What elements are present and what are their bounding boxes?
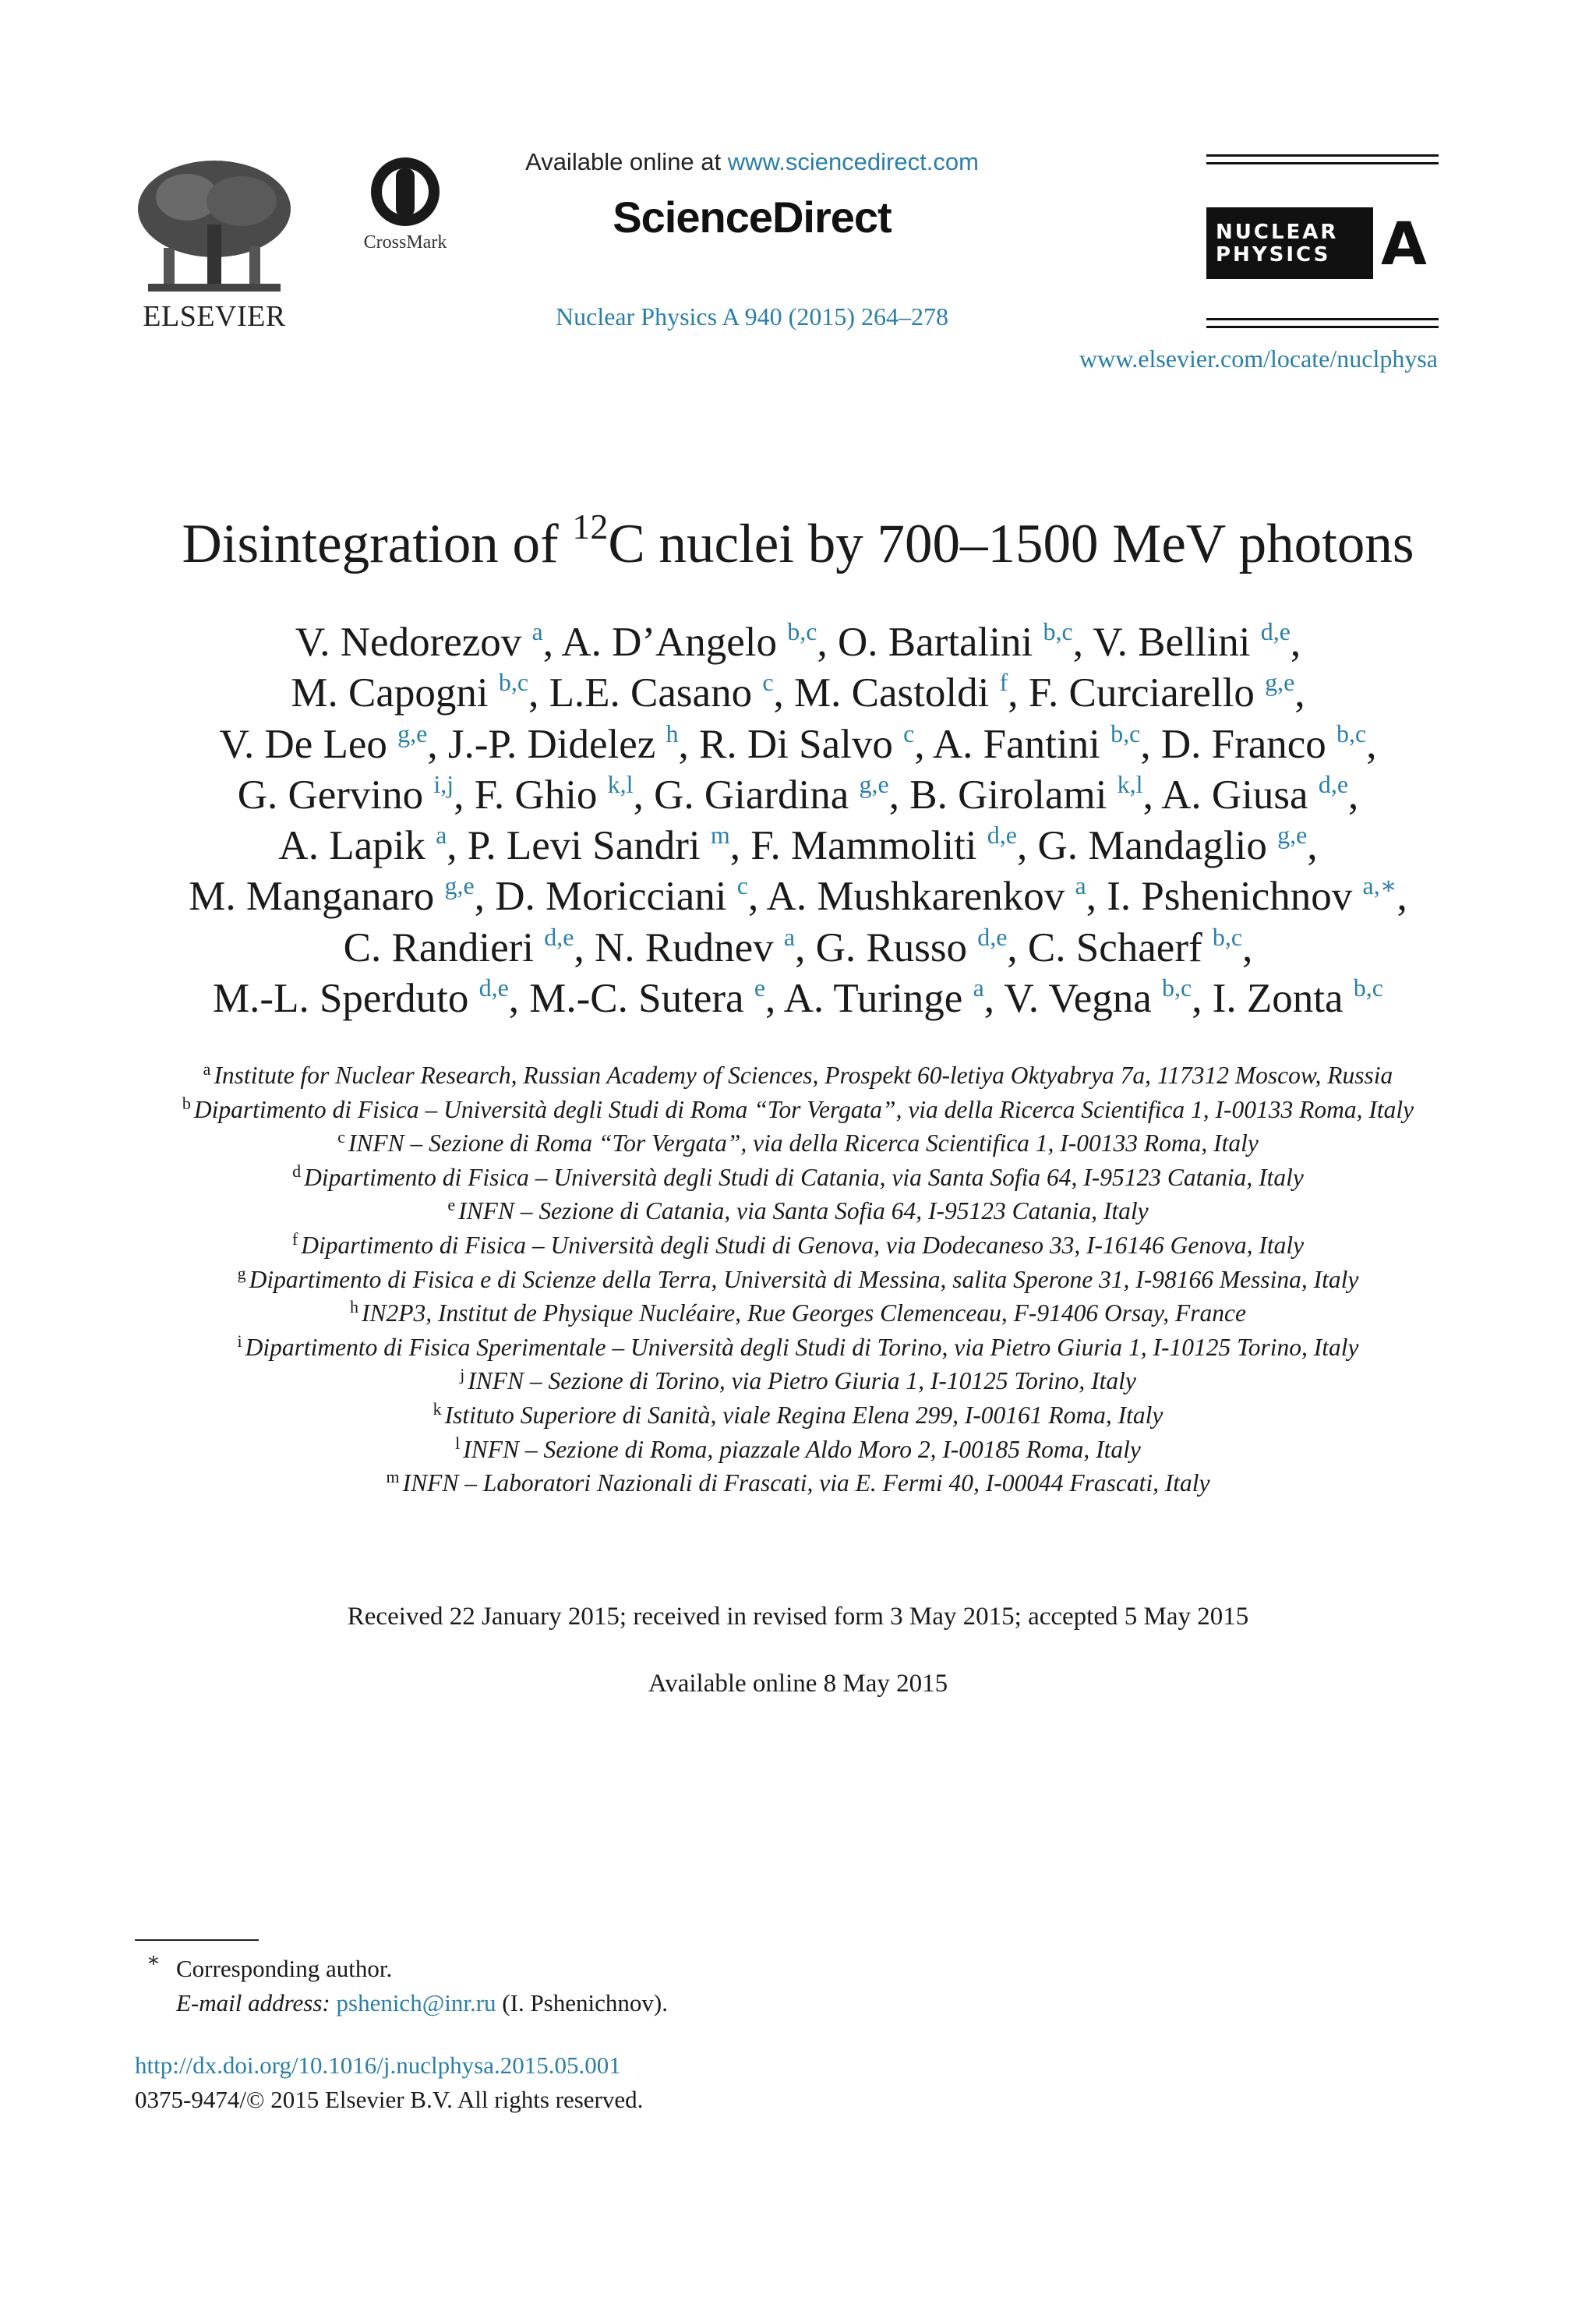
author-affiliation-marker[interactable]: b,c [1336, 719, 1367, 747]
author-affiliation-marker[interactable]: c [762, 668, 774, 697]
author-affiliation-marker[interactable]: m [710, 821, 730, 850]
author-name: A. Fantini [932, 721, 1100, 767]
email-label: E-mail address: [176, 1989, 330, 2016]
affiliation-text: Institute for Nuclear Research, Russian Academy of Sciences, Prospekt 60-letiya Oktyabrya 7a, 117312 Moscow, Russia [214, 1062, 1393, 1089]
author-name: G. Giardina [654, 772, 849, 818]
available-prefix: Available online at [525, 148, 728, 175]
affiliation-key: g [237, 1263, 246, 1283]
affiliation-item [125, 1466, 1471, 1500]
affiliation-key: c [337, 1127, 345, 1147]
affiliation-text: Dipartimento di Fisica – Università degli Studi di Catania, via Santa Sofia 64, I-95123 Catania, Italy [304, 1163, 1304, 1191]
sciencedirect-brand: ScienceDirect [613, 193, 892, 242]
author-name: A. Mushkarenkov [766, 874, 1065, 920]
author-name: G. Gervino [237, 772, 424, 818]
author-affiliation-marker[interactable]: f [999, 668, 1008, 697]
author-name: A. D’Angelo [561, 620, 778, 665]
logo-rule [1206, 162, 1439, 164]
author-affiliation-marker[interactable]: c [736, 871, 748, 900]
author-affiliation-marker[interactable]: b,c [787, 617, 817, 645]
author-affiliation-marker[interactable]: c [903, 719, 915, 747]
author-name: V. Nedorezov [295, 620, 522, 665]
affiliation-key: l [455, 1433, 461, 1453]
author-name: M. Castoldi [794, 670, 990, 716]
author-name: F. Mammoliti [750, 823, 977, 869]
author-affiliation-marker[interactable]: g,e [859, 769, 889, 798]
affiliation-text: Dipartimento di Fisica e di Scienze della Terra, Università di Messina, salita Sperone 31, I-98166 Messina, Italy [249, 1265, 1359, 1293]
author-name: M.-C. Sutera [529, 976, 744, 1022]
affiliation-item [125, 1331, 1471, 1365]
affiliation-text: Dipartimento di Fisica – Università degli Studi di Genova, via Dodecaneso 33, I-16146 Genova, Italy [301, 1231, 1305, 1259]
author-name: R. Di Salvo [699, 721, 893, 767]
author-list: V. Nedorezov $^a$, A. D’Angelo $^{b,c}$, O. Bartalini $^{b,c}$, V. Bellini $^{d,e}$, M. Capogni $^{b,c}$, L.E. Casano $^c$, M. Castoldi $^f$, F. Curciarello $^{g,e}$, V. De Leo $^{g,e}$, J.-P. Didelez $^h$, R. Di Salvo $^c$, A. Fantini $^{b,c}$, D. Franco $^{b,c}$, G. Gervino $^{i,j}$, F. Ghio $^{k,l}$, G. Giardina $^{g,e}$, B. Girolami $^{k,l}$, A. Giusa $^{d,e}$, A. Lapik $^a$, P. Levi Sandri $^m$, F. Mammoliti $^{d,e}$, G. Mandaglio $^{g,e}$, M. Manganaro $^{g,e}$, D. Moricciani $^c$, A. Mushkarenkov $^a$, I. Pshenichnov $^{a,∗}$, C. Randieri $^{d,e}$, N. Rudnev $^a$, G. Russo $^{d,e}$, C. Schaerf $^{b,c}$, M.-L. Sperduto $^{d,e}$, M.-C. Sutera $^e$, A. Turinge $^a$, V. Vegna $^{b,c}$, I. Zonta $^{b,c}$ [189, 617, 1407, 1022]
author-name: V. Bellini [1093, 620, 1251, 665]
email-owner: (I. Pshenichnov). [502, 1989, 668, 2016]
author-name: A. Lapik [278, 823, 425, 869]
paper-title [78, 507, 1518, 576]
doi-link[interactable]: http://dx.doi.org/10.1016/j.nuclphysa.2015.05.001 [135, 2052, 621, 2079]
logo-rule [1206, 326, 1439, 328]
email-footnote [176, 1989, 668, 2017]
affiliation-item [125, 1364, 1471, 1398]
affiliation-key: i [237, 1331, 242, 1351]
author-name: A. Giusa [1161, 772, 1308, 818]
author-affiliation-marker[interactable]: h [666, 719, 679, 747]
author-affiliation-marker[interactable]: d,e [987, 821, 1017, 850]
author-affiliation-marker[interactable]: g,e [1277, 821, 1308, 850]
affiliation-key: m [386, 1467, 400, 1487]
email-link[interactable]: pshenich@inr.ru [336, 1989, 496, 2016]
author-affiliation-marker[interactable]: a [783, 922, 796, 951]
affiliation-key: a [203, 1059, 211, 1079]
author-affiliation-marker[interactable]: b,c [498, 668, 529, 697]
affiliation-key: f [291, 1228, 298, 1249]
author-affiliation-marker[interactable]: b,c [1212, 922, 1243, 951]
affiliation-text: IN2P3, Institut de Physique Nucléaire, Rue Georges Clemenceau, F-91406 Orsay, France [362, 1299, 1246, 1327]
footnote-rule [135, 1939, 259, 1941]
crossmark-icon [351, 154, 460, 232]
author-name: D. Moricciani [495, 874, 727, 920]
author-name: I. Pshenichnov [1107, 874, 1353, 920]
elsevier-tree-icon [132, 154, 296, 295]
corresponding-author-note: Corresponding author. [176, 1955, 393, 1982]
affiliation-item [125, 1059, 1471, 1093]
author-affiliation-marker[interactable]: a [973, 974, 984, 1002]
journal-homepage-link[interactable]: www.elsevier.com/locate/nuclphysa [1079, 345, 1438, 373]
affiliation-text: Dipartimento di Fisica Sperimentale – Università degli Studi di Torino, via Pietro Giuria 1, I-10125 Torino, Italy [245, 1333, 1359, 1361]
author-affiliation-marker[interactable]: d,e [977, 922, 1008, 951]
title-isotope-mass: 12 [572, 507, 609, 546]
journal-logo [1206, 148, 1440, 335]
copyright-notice: 0375-9474/© 2015 Elsevier B.V. All rights reserved. [135, 2086, 644, 2113]
affiliation-key: h [350, 1297, 359, 1317]
sciencedirect-link[interactable]: www.sciencedirect.com [727, 148, 979, 175]
affiliation-key: d [292, 1161, 302, 1181]
author-name: L.E. Casano [549, 670, 753, 716]
author-affiliation-marker[interactable]: d,e [1260, 617, 1291, 645]
affiliation-item [125, 1093, 1471, 1127]
author-name: M.-L. Sperduto [213, 976, 469, 1022]
affiliation-list [125, 1059, 1471, 1500]
author-affiliation-marker[interactable]: g,e [1265, 668, 1295, 697]
affiliation-item [125, 1228, 1471, 1263]
author-affiliation-marker[interactable]: g,e [444, 871, 475, 900]
author-affiliation-marker[interactable]: b,c [1110, 719, 1141, 747]
author-name: P. Levi Sandri [467, 823, 701, 869]
affiliation-item [125, 1398, 1471, 1433]
author-affiliation-marker[interactable]: a [531, 617, 543, 645]
publisher-name: ELSEVIER [143, 300, 286, 333]
author-name: M. Capogni [291, 670, 489, 716]
title-after: C nuclei by 700–1500 MeV photons [608, 514, 1414, 574]
author-name: J.-P. Didelez [447, 721, 656, 767]
available-online-date: Available online 8 May 2015 [648, 1670, 948, 1698]
affiliation-text: INFN – Laboratori Nazionali di Frascati, via E. Fermi 40, I-00044 Frascati, Italy [402, 1469, 1210, 1497]
author-name: V. De Leo [219, 721, 387, 767]
logo-rule [1206, 318, 1439, 320]
author-name: F. Ghio [474, 772, 598, 818]
journal-logo-letter: A [1381, 209, 1427, 278]
affiliation-text: Dipartimento di Fisica – Università degli Studi di Roma “Tor Vergata”, via della Ricerca Scientifica 1, I-00133 Roma, Italy [193, 1095, 1414, 1123]
logo-rule [1206, 154, 1439, 157]
title-before: Disintegration of [182, 514, 573, 574]
affiliation-item [125, 1263, 1471, 1297]
affiliation-key: k [433, 1398, 442, 1419]
author-affiliation-marker[interactable]: d,e [478, 974, 509, 1002]
crossmark-label: CrossMark [363, 232, 447, 253]
author-name: G. Mandaglio [1037, 823, 1267, 869]
affiliation-item [125, 1433, 1471, 1467]
affiliation-item [125, 1161, 1471, 1195]
author-name: C. Schaerf [1027, 924, 1202, 970]
affiliation-item [125, 1126, 1471, 1161]
author-name: C. Randieri [343, 924, 535, 970]
author-name: F. Curciarello [1028, 670, 1255, 716]
author-affiliation-marker[interactable]: b,c [1162, 974, 1192, 1002]
author-affiliation-marker[interactable]: b,c [1043, 617, 1073, 645]
author-affiliation-marker[interactable]: b,c [1353, 974, 1383, 1002]
author-affiliation-marker[interactable]: i,j [433, 769, 454, 798]
affiliation-key: j [460, 1365, 465, 1385]
affiliation-key: e [447, 1195, 456, 1215]
elsevier-logo[interactable] [132, 154, 296, 335]
author-name: I. Zonta [1212, 976, 1344, 1022]
author-name: M. Manganaro [189, 874, 435, 920]
author-affiliation-marker[interactable]: a [436, 821, 447, 850]
affiliation-text: INFN – Sezione di Torino, via Pietro Giuria 1, I-10125 Torino, Italy [468, 1367, 1136, 1395]
affiliation-key: b [182, 1093, 191, 1113]
affiliation-text: INFN – Sezione di Roma “Tor Vergata”, via della Ricerca Scientifica 1, I-00133 Roma, Italy [348, 1129, 1259, 1157]
author-affiliation-marker[interactable]: e [754, 974, 766, 1002]
author-affiliation-marker[interactable]: k,l [1117, 769, 1143, 798]
author-name: O. Bartalini [838, 620, 1033, 665]
affiliation-text: Istituto Superiore di Sanità, viale Regina Elena 299, I-00161 Roma, Italy [444, 1401, 1163, 1429]
affiliation-text: INFN – Sezione di Catania, via Santa Sofia 64, I-95123 Catania, Italy [458, 1197, 1149, 1225]
author-name: A. Turinge [783, 976, 963, 1022]
affiliation-text: INFN – Sezione di Roma, piazzale Aldo Moro 2, I-00185 Roma, Italy [463, 1435, 1141, 1463]
affiliation-item [125, 1296, 1471, 1331]
footnote-symbol: ∗ [147, 1949, 161, 1971]
received-dates: Received 22 January 2015; received in revised form 3 May 2015; accepted 5 May 2015 [347, 1603, 1249, 1631]
author-name: B. Girolami [909, 772, 1107, 818]
available-online-line [468, 148, 1036, 176]
journal-logo-line1: NUCLEAR [1216, 221, 1339, 244]
author-name: D. Franco [1160, 721, 1326, 767]
author-name: G. Russo [815, 924, 967, 970]
author-affiliation-marker[interactable]: k,l [607, 769, 634, 798]
author-name: V. Vegna [1004, 976, 1152, 1022]
journal-logo-box [1206, 207, 1373, 279]
author-affiliation-marker[interactable]: d,e [1318, 769, 1349, 798]
author-affiliation-marker[interactable]: d,e [544, 922, 574, 951]
author-name: N. Rudnev [594, 924, 774, 970]
affiliation-item [125, 1194, 1471, 1228]
journal-reference[interactable]: Nuclear Physics A 940 (2015) 264–278 [556, 302, 948, 330]
author-affiliation-marker[interactable]: a,∗ [1362, 871, 1397, 900]
author-affiliation-marker[interactable]: g,e [397, 719, 428, 747]
author-affiliation-marker[interactable]: a [1075, 871, 1086, 900]
journal-logo-line2: PHYSICS [1216, 243, 1331, 267]
